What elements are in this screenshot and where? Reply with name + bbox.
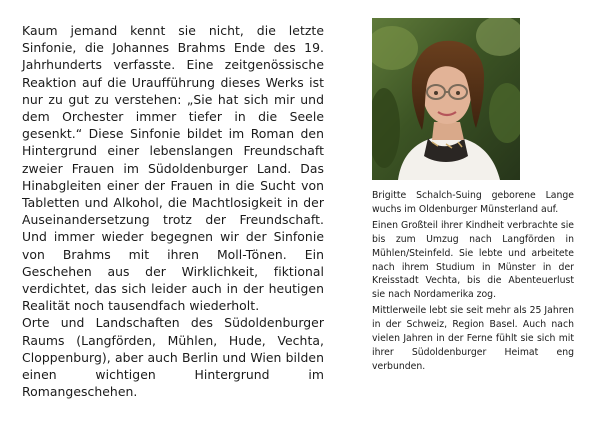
book-description [22, 22, 324, 400]
bio-paragraph-2: Einen Großteil ihrer Kindheit verbrachte sie bis zum Umzug nach Langförden in Mühlen/Steinfeld. Sie lebte und arbeitete nach ihrem Studium in Münster in der Kreisstadt Vechta, bis die Abenteuerlust sie nach Nordamerika zog. [372, 219, 574, 301]
author-photo [372, 18, 520, 180]
description-paragraph-2: Orte und Landschaften des Südoldenburger Raums (Langförden, Mühlen, Hude, Vechta, Cloppenburg), aber auch Berlin und Wien bilden einen wichtigen Hintergrund im Romangeschehen. [22, 315, 324, 400]
description-paragraph-1: Kaum jemand kennt sie nicht, die letzte Sinfonie, die Johannes Brahms Ende des 19. Jahrhunderts verfasste. Eine zeitgenössische Reaktion auf die Uraufführung dieses Werks ist nur zu gut zu verstehen: „Sie hat sich mir und dem Orchester immer tiefer in die Seele gesenkt.“ Diese Sinfonie bildet im Roman den Hintergrund einer lebenslangen Freundschaft zweier Frauen im Südoldenburger Land. Das Hinabgleiten einer der Frauen in die Sucht von Tabletten und Alkohol, die Machtlosigkeit in der Auseinandersetzung trotz der Freundschaft. Und immer wieder begegnen wir der Sinfonie von Brahms mit ihren Moll-Tönen. Ein Geschehen aus der Wirklichkeit, fiktional verdichtet, das sich leider auch in der heutigen Realität noch tausendfach wiederholt. [22, 23, 324, 314]
bio-paragraph-3: Mittlerweile lebt sie seit mehr als 25 Jahren in der Schweiz, Region Basel. Auch nach vielen Jahren in der Ferne fühlt sie sich mit ihrer Südoldenburger Heimat eng verbunden. [372, 305, 574, 372]
bio-paragraph-1: Brigitte Schalch-Suing geborene Lange wuchs im Oldenburger Münsterland auf. [372, 190, 574, 215]
author-bio [372, 189, 574, 374]
